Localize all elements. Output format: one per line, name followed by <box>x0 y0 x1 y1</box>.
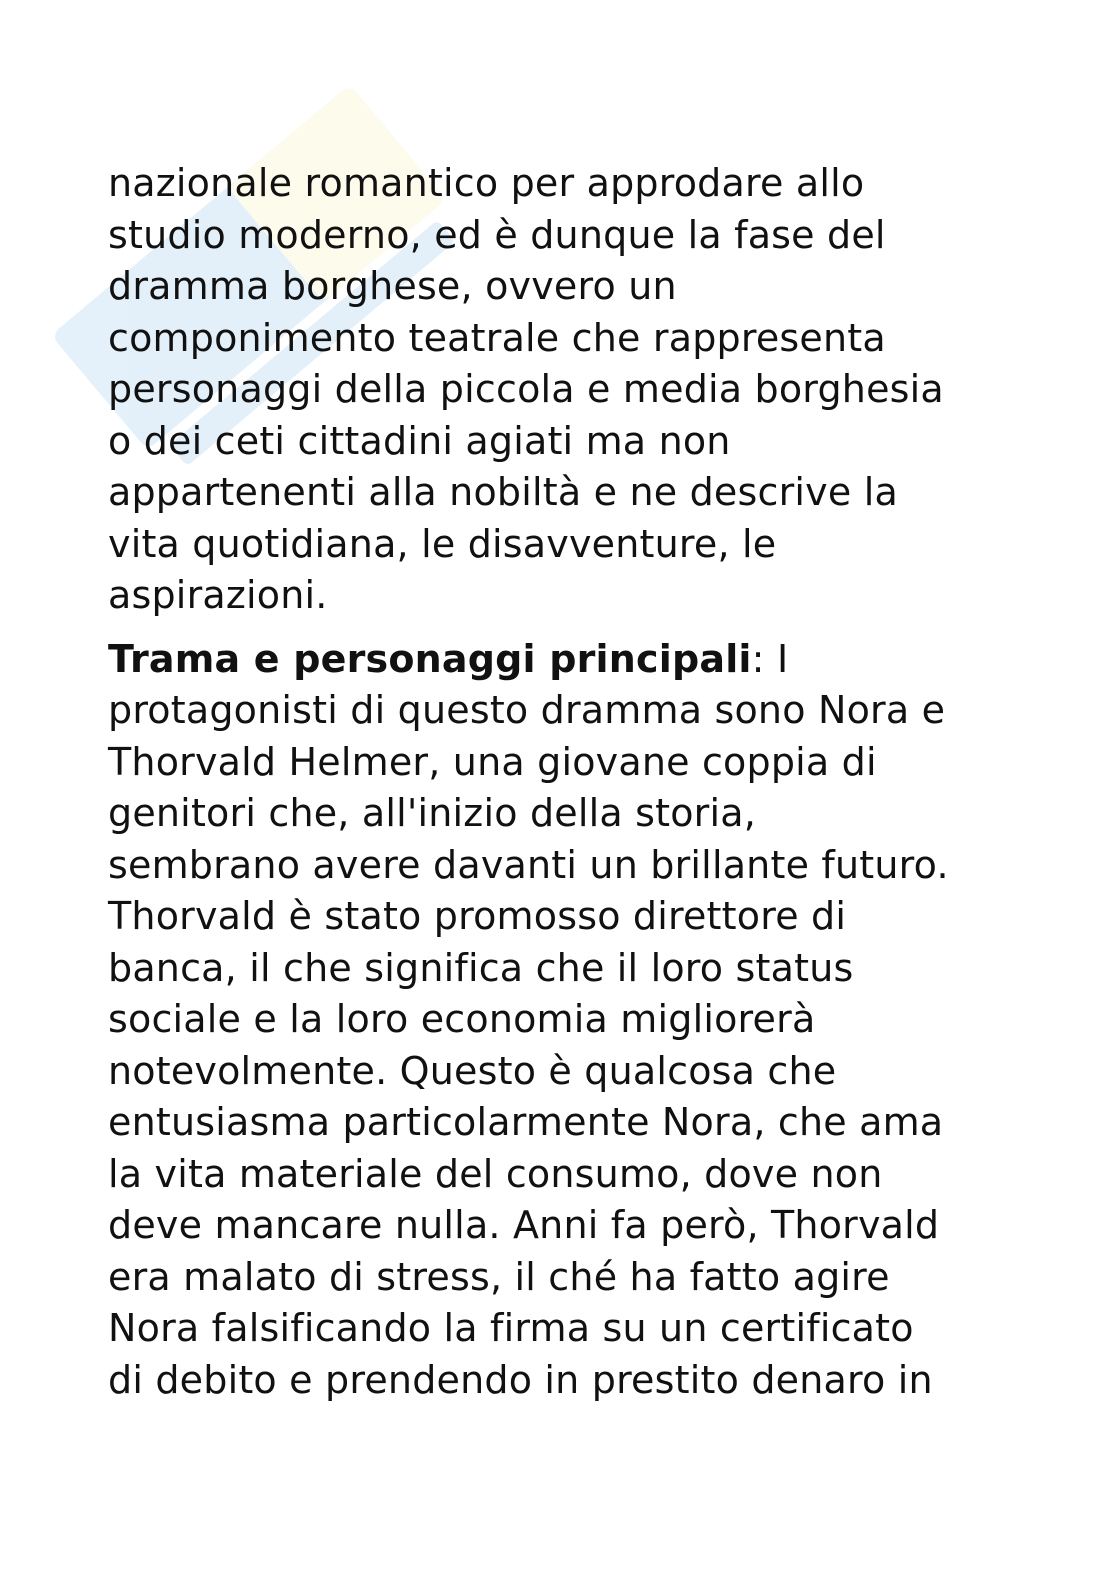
text-line: deve mancare nulla. Anni fa però, Thorvald <box>108 1203 940 1247</box>
text-line: banca, il che significa che il loro status <box>108 945 854 990</box>
text-line: appartenenti alla nobiltà e ne descrive la <box>108 470 898 514</box>
text-line: studio moderno, ed è dunque la fase del <box>108 212 886 257</box>
section-heading-line <box>108 634 1038 686</box>
text-line: dramma borghese, ovvero un <box>108 264 677 308</box>
text-line: protagonisti di questo dramma sono Nora e <box>108 688 946 732</box>
text-line: nazionale romantico per approdare allo <box>108 161 865 205</box>
text-line: Thorvald è stato promosso direttore di <box>108 894 847 938</box>
text-line: sociale e la loro economia migliorerà <box>108 997 816 1041</box>
text-line: Thorvald Helmer, una giovane coppia di <box>108 739 877 784</box>
section-heading: Trama e personaggi principali <box>108 636 752 681</box>
text-line: vita quotidiana, le disavventure, le <box>108 521 777 566</box>
text-line: personaggi della piccola e media borghesia <box>108 367 944 411</box>
text-line: Nora falsificando la firma su un certificato <box>108 1306 914 1350</box>
text-line: di debito e prendendo in prestito denaro in <box>108 1357 933 1402</box>
text-line: aspirazioni. <box>108 573 328 617</box>
section-heading-tail: : I <box>751 636 789 681</box>
text-line: entusiasma particolarmente Nora, che ama <box>108 1100 944 1144</box>
text-line: o dei ceti cittadini agiati ma non <box>108 418 731 463</box>
text-line: era malato di stress, il ché ha fatto agire <box>108 1254 890 1299</box>
text-line: la vita materiale del consumo, dove non <box>108 1151 883 1196</box>
text-line: componimento teatrale che rappresenta <box>108 315 886 360</box>
text-line: sembrano avere davanti un brillante futuro. <box>108 842 949 887</box>
paragraph-plot <box>108 634 1038 1407</box>
paragraph-intro <box>108 158 1038 622</box>
text-line: notevolmente. Questo è qualcosa che <box>108 1048 837 1093</box>
text-line: genitori che, all'inizio della storia, <box>108 791 757 835</box>
document-body <box>108 158 1038 1406</box>
